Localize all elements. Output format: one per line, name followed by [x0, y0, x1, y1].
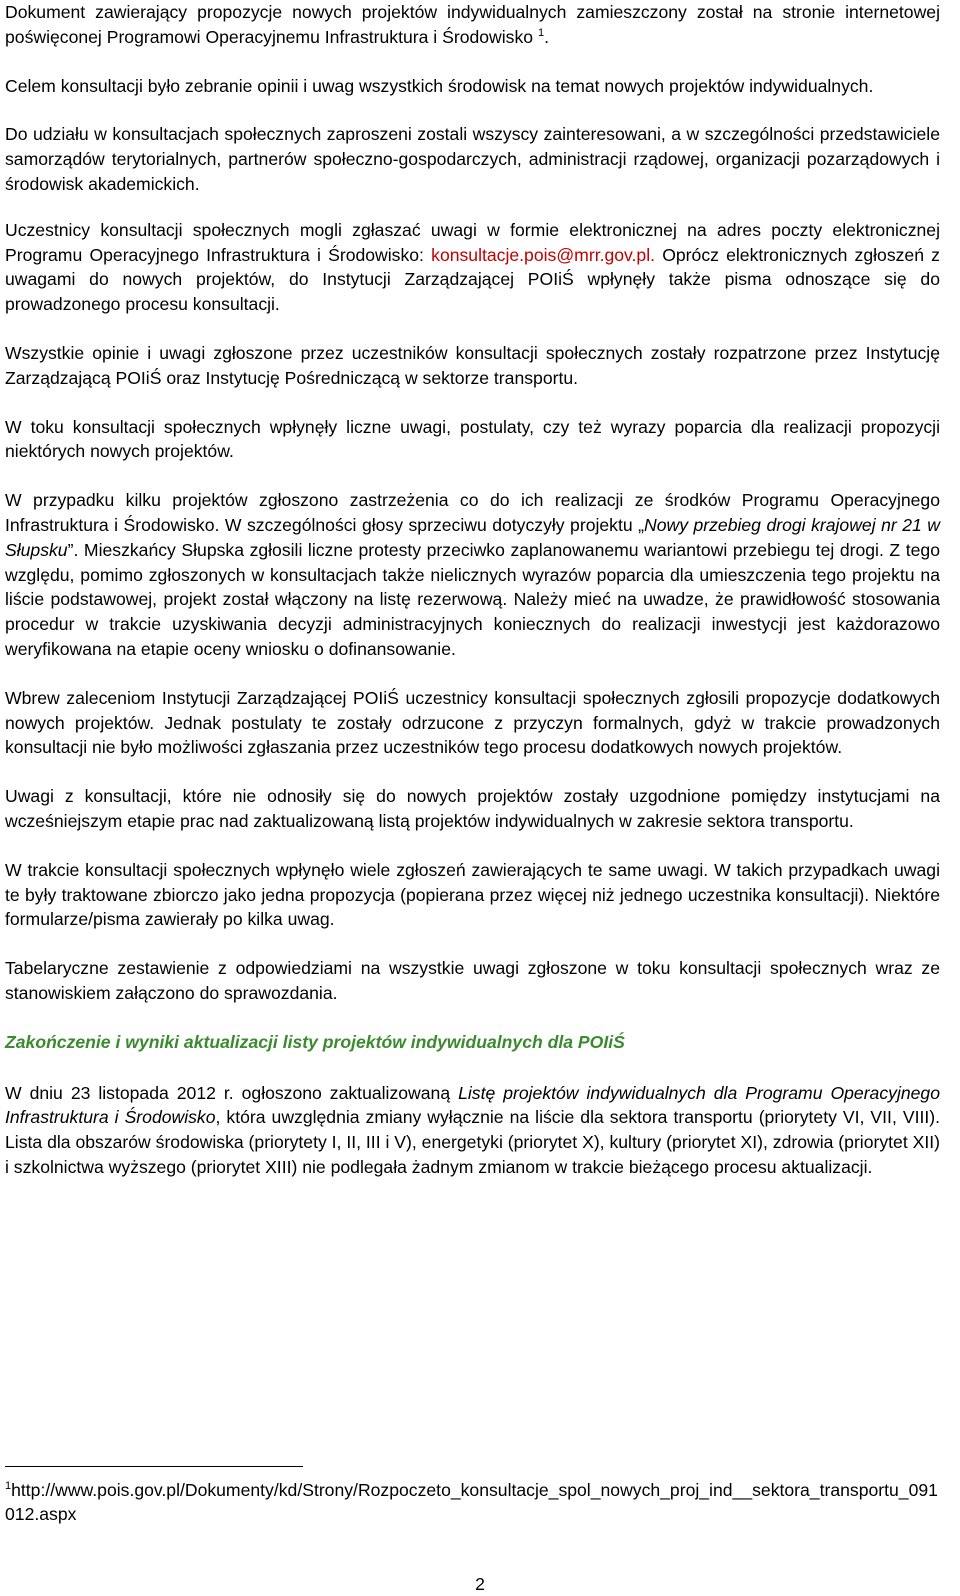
- paragraph-results-b: , która uwzględnia zmiany wyłącznie na liście dla sektora transportu (priorytety VI, VII, VIII). Lista dla obszarów środowiska (priorytety I, II, III i V), energetyki (priorytet X), kultury (priorytet XI), zdrowia (priorytet XII) i szkolnictwa wyższego (priorytet XIII) nie podlegała żadnym zmianom w trakcie bieżącego procesu aktualizacji.: [5, 1107, 940, 1177]
- paragraph-objections-a: W przypadku kilku projektów zgłoszono zastrzeżenia co do ich realizacji ze środków Programu Operacyjnego Infrastruktura i Środowisko. W szczególności głosy sprzeciwu dotyczyły projektu „: [5, 490, 940, 535]
- paragraph-other-remarks: Uwagi z konsultacji, które nie odnosiły się do nowych projektów zostały uzgodnione pomiędzy instytucjami na wcześniejszym etapie prac nad zaktualizowaną listą projektów indywidualnych w zakresie sektora transportu.: [5, 786, 940, 831]
- paragraph-purpose: Celem konsultacji było zebranie opinii i uwag wszystkich środowisk na temat nowych projektów indywidualnych.: [5, 75, 874, 96]
- paragraph-table-summary: Tabelaryczne zestawienie z odpowiedziami na wszystkie uwagi zgłoszone w toku konsultacji społecznych wraz ze stanowiskiem załączono do sprawozdania.: [5, 958, 940, 1003]
- paragraph-results-a: W dniu 23 listopada 2012 r. ogłoszono zaktualizowaną: [5, 1082, 459, 1103]
- paragraph-review: Wszystkie opinie i uwagi zgłoszone przez uczestników konsultacji społecznych zostały rozpatrzone przez Instytucję Zarządzającą POIiŚ oraz Instytucję Pośredniczącą w sektorze transportu.: [5, 342, 940, 388]
- footnote-reference[interactable]: 1: [537, 26, 545, 39]
- paragraph-results: [5, 1081, 940, 1180]
- document-body: [5, 0, 940, 1180]
- footnote-url[interactable]: http://www.pois.gov.pl/Dokumenty/kd/Strony/Rozpoczeto_konsultacje_spol_nowych_proj_ind__sektora_transportu_091012.aspx: [5, 1480, 938, 1524]
- paragraph-duplicate-remarks: W trakcie konsultacji społecznych wpłynęło wiele zgłoszeń zawierających te same uwagi. W takich przypadkach uwagi te były traktowane zbiorczo jako jedna propozycja (popierana przez więcej niż jednego uczestnika konsultacji). Niektóre formularze/pisma zawierały po kilka uwag.: [5, 859, 940, 930]
- paragraph-new-projects: Wbrew zaleceniom Instytucji Zarządzającej POIiŚ uczestnicy konsultacji społecznych zgłosili propozycje dodatkowych nowych projektów. Jednak postulaty te zostały odrzucone z przyczyn formalnych, gdyż w trakcie prowadzonych konsultacji nie było możliwości zgłaszania przez uczestników tego procesu dodatkowych nowych projektów.: [5, 687, 940, 758]
- paragraph-submission-text: Uczestnicy konsultacji społecznych mogli zgłaszać uwagi w formie elektronicznej na adres poczty elektronicznej Programu Operacyjnego Infrastruktura i Środowisko:: [5, 219, 940, 265]
- project-name-italic: Nowy przebieg drogi krajowej nr 21 w Słupsku: [5, 514, 940, 560]
- email-link[interactable]: konsultacje.pois@mrr.gov.pl.: [431, 244, 656, 265]
- footnote-number: 1: [5, 1480, 12, 1493]
- paragraph-objections: [5, 488, 940, 662]
- paragraph-submission-after: Oprócz elektronicznych zgłoszeń z uwagami do nowych projektów, do Instytucji Zarządzającej POIiŚ wpłynęły także pisma odnoszące się do prowadzonego procesu konsultacji.: [5, 244, 940, 315]
- list-title-italic: Listę projektów indywidualnych dla Programu Operacyjnego Infrastruktura i Środowisko: [5, 1082, 940, 1128]
- paragraph-intro: [5, 0, 940, 50]
- section-heading: Zakończenie i wyniki aktualizacji listy projektów indywidualnych dla POIiŚ: [5, 1031, 625, 1052]
- paragraph-submission: [5, 218, 940, 317]
- footnote-separator: [5, 1466, 303, 1467]
- paragraph-intro-text: Dokument zawierający propozycje nowych projektów indywidualnych zamieszczony został na stronie internetowej poświęconej Programowi Operacyjnemu Infrastruktura i Środowisko: [5, 2, 940, 47]
- paragraph-feedback: W toku konsultacji społecznych wpłynęły liczne uwagi, postulaty, czy też wyrazy poparcia dla realizacji propozycji niektórych nowych projektów.: [5, 416, 940, 462]
- page-number: 2: [475, 1574, 485, 1594]
- paragraph-objections-b: ”. Mieszkańcy Słupska zgłosili liczne protesty przeciwko zaplanowanemu wariantowi przebiegu tej drogi. Z tego względu, pomimo zgłoszonych w konsultacjach także nielicznych wyrazów poparcia dla umieszczenia tego projektu na liście podstawowej, projekt został włączony na listę rezerwową. Należy mieć na uwadze, że prawidłowość stosowania procedur w trakcie uzyskiwania decyzji administracyjnych koniecznych do realizacji inwestycji jest każdorazowo weryfikowana na etapie oceny wniosku o dofinansowanie.: [5, 539, 940, 659]
- paragraph-participants: Do udziału w konsultacjach społecznych zaproszeni zostali wszyscy zainteresowani, a w szczególności przedstawiciele samorządów terytorialnych, partnerów społeczno-gospodarczych, administracji rządowej, organizacji pozarządowych i środowisk akademickich.: [5, 124, 940, 194]
- paragraph-intro-end: .: [544, 26, 549, 47]
- footnote: [5, 1478, 940, 1526]
